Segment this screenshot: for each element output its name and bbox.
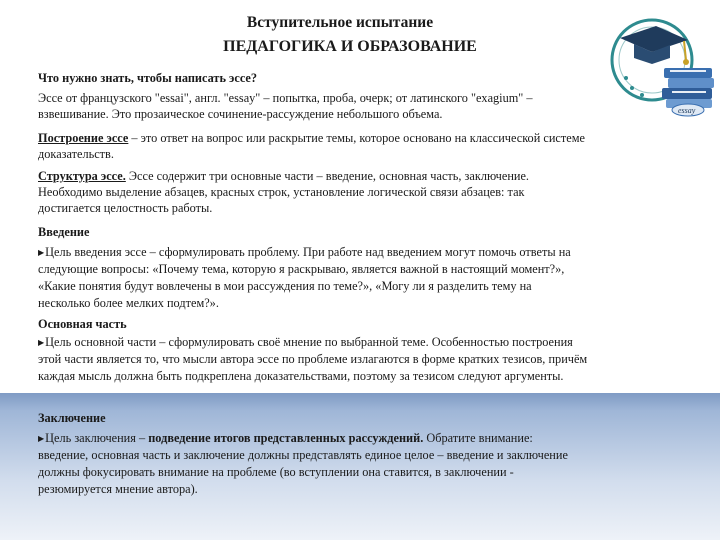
main-part-line2: этой части является то, что мысли автора эссе по проблеме излагаются в форме кратких тезисов, причём xyxy=(38,352,588,366)
page-title-line2: ПЕДАГОГИКА И ОБРАЗОВАНИЕ xyxy=(223,38,477,55)
conclusion-text-c: Обратите внимание: xyxy=(423,431,533,445)
structure-paragraph-line1 xyxy=(38,168,529,184)
conclusion-line4: резюмируется мнение автора). xyxy=(38,482,198,496)
conclusion-line1 xyxy=(38,430,533,447)
introduction-line1 xyxy=(38,244,571,261)
structure-text: Эссе содержит три основные части – введение, основная часть, заключение. xyxy=(125,169,530,183)
logo-text: essay xyxy=(678,106,696,115)
essay-definition-line1: Эссе от французского "essai", англ. "essay" – попытка, проба, очерк; от латинского "exagium" – xyxy=(38,91,533,105)
main-part-heading: Основная часть xyxy=(38,317,127,331)
introduction-line4: несколько более мелких подтем?». xyxy=(38,296,219,310)
structure-paragraph-line3: достигается целостность работы. xyxy=(38,201,213,215)
introduction-heading: Введение xyxy=(38,225,90,239)
question-heading: Что нужно знать, чтобы написать эссе? xyxy=(38,71,258,85)
bullet-arrow-icon: ▶ xyxy=(38,248,45,257)
construction-text: – это ответ на вопрос или раскрытие темы, которое основано на классической системе xyxy=(128,131,585,145)
conclusion-heading: Заключение xyxy=(38,411,106,425)
structure-label: Структура эссе. xyxy=(38,169,126,183)
essay-definition-line2: взвешивание. Это прозаическое сочинение-рассуждение небольшого объема. xyxy=(38,107,443,121)
conclusion-line3: должны фокусировать внимание на проблеме (во вступлении она ставится, в заключении - xyxy=(38,465,514,479)
construction-paragraph-line1 xyxy=(38,130,585,146)
page-title-line1: Вступительное испытание xyxy=(246,14,434,31)
conclusion-line2: введение, основная часть и заключение должны представлять единое целое – введение и заключение xyxy=(38,448,568,462)
introduction-line2: следующие вопросы: «Почему тема, которую я раскрываю, является важной в настоящий момент?», xyxy=(38,262,565,276)
introduction-line3: «Какие понятия будут вовлечены в мои рассуждения по теме?», «Могу ли я разделить тему на xyxy=(38,279,532,293)
conclusion-text-a: Цель заключения – xyxy=(45,431,149,445)
structure-paragraph-line2: Необходимо выделение абзацев, красных строк, установление логической связи абзацев: так xyxy=(38,185,525,199)
conclusion-text-bold: подведение итогов представленных рассуждений. xyxy=(148,431,424,445)
main-part-line3: каждая мысль должна быть подкреплена доказательствами, поэтому за тезисом следуют аргументы. xyxy=(38,369,564,383)
main-part-text: Цель основной части – сформулировать своё мнение по выбранной теме. Особенностью построения xyxy=(45,335,573,349)
construction-label: Построение эссе xyxy=(38,131,129,145)
introduction-text: Цель введения эссе – сформулировать проблему. При работе над введением могут помочь ответы на xyxy=(45,245,571,259)
bullet-arrow-icon: ▶ xyxy=(38,434,45,443)
bullet-arrow-icon: ▶ xyxy=(38,338,45,347)
main-part-line1 xyxy=(38,334,573,351)
construction-paragraph-line2: доказательств. xyxy=(38,147,114,161)
